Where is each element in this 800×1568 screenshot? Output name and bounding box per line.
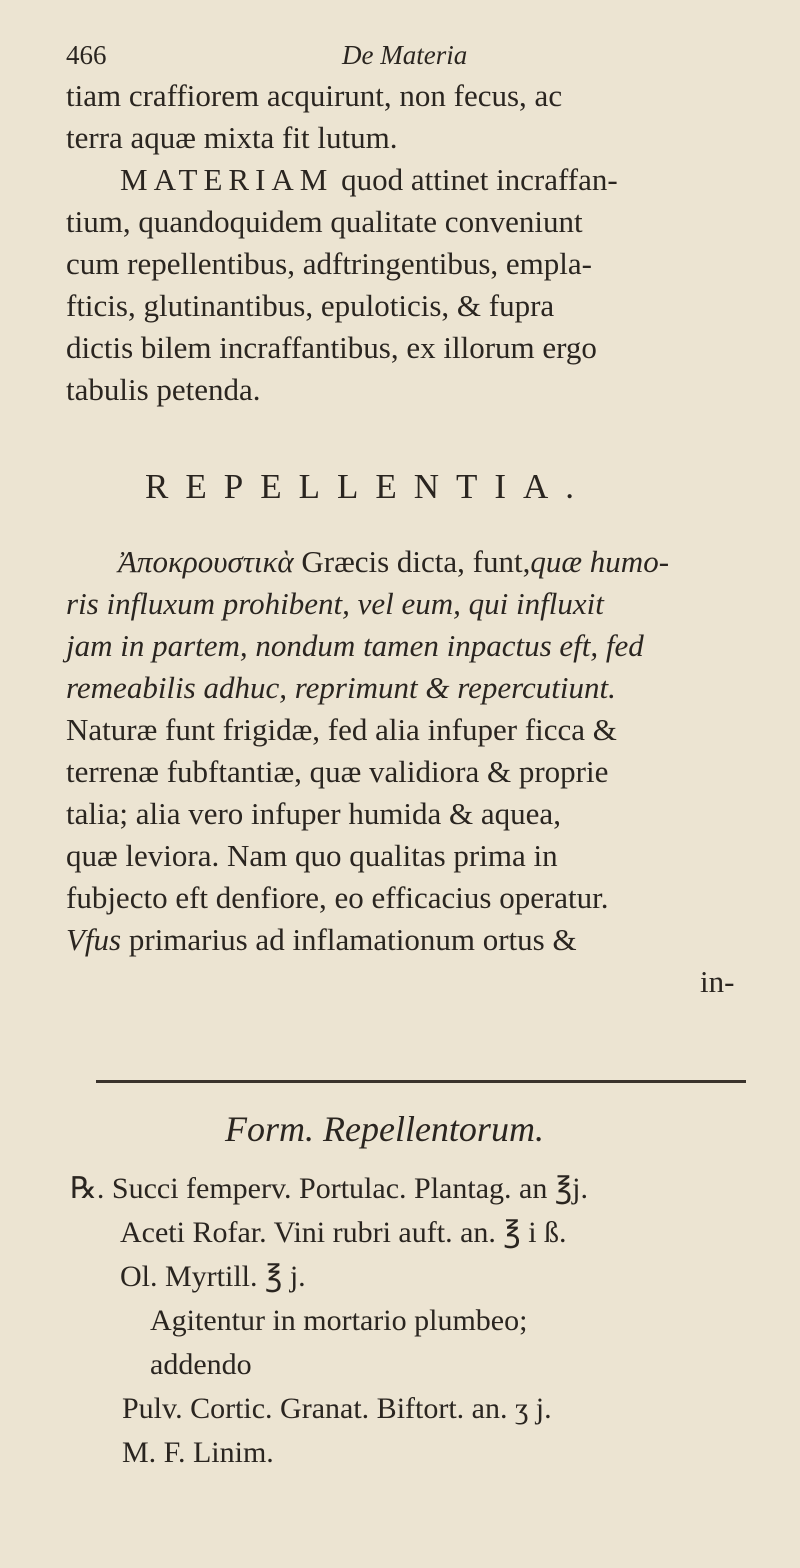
catchword: in- bbox=[700, 964, 735, 999]
text-line: fticis, glutinantibus, epuloticis, & fupra bbox=[66, 288, 555, 323]
text-fragment-italic: quæ humo- bbox=[530, 544, 670, 579]
text-line: tabulis petenda. bbox=[66, 372, 261, 407]
text-line: ris influxum prohibent, vel eum, qui influxit bbox=[66, 586, 604, 621]
text-line: dictis bilem incraffantibus, ex illorum ergo bbox=[66, 330, 597, 365]
greek-term: Ἀποκρουστικὰ bbox=[118, 544, 294, 579]
text-line: talia; alia vero infuper humida & aquea, bbox=[66, 796, 561, 831]
page-header bbox=[66, 40, 766, 76]
recipe-line: Agitentur in mortario plumbeo; bbox=[150, 1304, 528, 1337]
text-line: cum repellentibus, adftringentibus, empla- bbox=[66, 246, 592, 281]
text-line: jam in partem, nondum tamen inpactus eft, fed bbox=[66, 628, 644, 663]
text-fragment: primarius ad inflamationum ortus & bbox=[121, 922, 577, 957]
text-line: tium, quandoquidem qualitate conveniunt bbox=[66, 204, 583, 239]
form-heading: Form. Repellentorum. bbox=[225, 1109, 544, 1149]
text-line: fubjecto eft denfiore, eo efficacius operatur. bbox=[66, 880, 609, 915]
text-line bbox=[66, 920, 577, 960]
text-line: Naturæ funt frigidæ, fed alia infuper ficca & bbox=[66, 712, 617, 747]
recipe-line: Aceti Rofar. Vini rubri auft. an. ℥ i ß. bbox=[120, 1216, 567, 1249]
text-line: tiam craffiorem acquirunt, non fecus, ac bbox=[66, 78, 563, 113]
recipe-line: ℞. Succi femperv. Portulac. Plantag. an ℥j. bbox=[70, 1172, 588, 1205]
running-head: De Materia bbox=[342, 40, 468, 70]
text-fragment-italic: Vfus bbox=[66, 922, 122, 957]
text-line: remeabilis adhuc, reprimunt & repercutiunt. bbox=[66, 670, 616, 705]
recipe-line: Pulv. Cortic. Granat. Biftort. an. ʒ j. bbox=[122, 1392, 552, 1425]
text-line: quæ leviora. Nam quo qualitas prima in bbox=[66, 838, 558, 873]
section-heading: REPELLENTIA. bbox=[145, 467, 592, 506]
lead-in-word: MATERIAM bbox=[120, 162, 334, 197]
text-line bbox=[118, 542, 669, 582]
text-line: terrenæ fubftantiæ, quæ validiora & proprie bbox=[66, 754, 609, 789]
page-number: 466 bbox=[66, 40, 107, 70]
text-line: terra aquæ mixta fit lutum. bbox=[66, 120, 398, 155]
recipe-line: addendo bbox=[150, 1348, 252, 1381]
recipe-line: Ol. Myrtill. ℥ j. bbox=[120, 1260, 306, 1293]
recipe-line: M. F. Linim. bbox=[122, 1436, 274, 1469]
divider-rule bbox=[96, 1080, 746, 1083]
text-fragment: Græcis dicta, funt, bbox=[293, 544, 531, 579]
text-line bbox=[120, 160, 618, 200]
text-fragment: quod attinet incraffan- bbox=[333, 162, 618, 197]
